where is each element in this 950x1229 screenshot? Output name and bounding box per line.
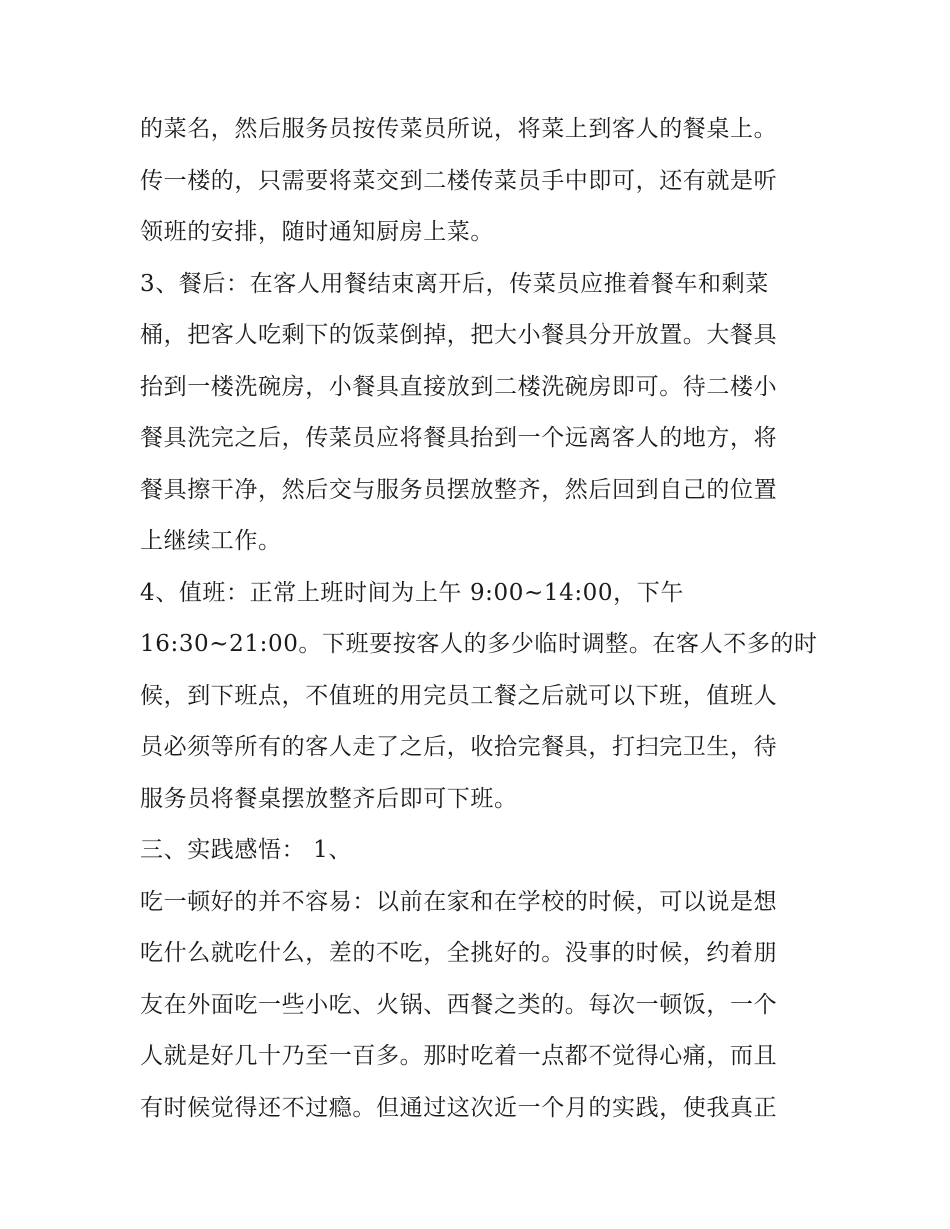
text-line: 抬到一楼洗碗房，小餐具直接放到二楼洗碗房即可。待二楼小 — [140, 373, 778, 400]
text-line: 友在外面吃一些小吃、火锅、西餐之类的。每次一顿饭，一个 — [140, 991, 778, 1018]
text-line: 3、餐后：在客人用餐结束离开后，传菜员应推着餐车和剩菜 — [140, 270, 769, 297]
text-line: 餐具洗完之后，传菜员应将餐具抬到一个远离客人的地方，将 — [140, 425, 778, 451]
text-line: 人就是好几十乃至一百多。那时吃着一点都不觉得心痛，而且 — [140, 1043, 778, 1069]
text-line: 16:30~21:00。下班要按客人的多少临时调整。在客人不多的时 — [140, 631, 818, 657]
section-heading: 三、实践感悟： 1、 — [140, 837, 352, 863]
text-line: 员必须等所有的客人走了之后，收拾完餐具，打扫完卫生，待 — [140, 734, 778, 760]
text-line: 服务员将餐桌摆放整齐后即可下班。 — [140, 785, 518, 812]
document-body — [140, 104, 820, 1134]
text-line: 传一楼的，只需要将菜交到二楼传菜员手中即可，还有就是听 — [140, 167, 778, 194]
text-line: 桶，把客人吃剩下的饭菜倒掉，把大小餐具分开放置。大餐具 — [140, 322, 778, 348]
text-line: 吃什么就吃什么，差的不吃，全挑好的。没事的时候，约着朋 — [140, 940, 778, 966]
text-line: 候，到下班点，不值班的用完员工餐之后就可以下班，值班人 — [140, 682, 778, 709]
text-line: 有时候觉得还不过瘾。但通过这次近一个月的实践，使我真正 — [140, 1094, 778, 1121]
text-line: 餐具擦干净，然后交与服务员摆放整齐，然后回到自己的位置 — [140, 476, 778, 503]
text-line: 领班的安排，随时通知厨房上菜。 — [140, 219, 494, 245]
text-line: 的菜名，然后服务员按传菜员所说，将菜上到客人的餐桌上。 — [140, 116, 778, 142]
text-line: 上继续工作。 — [140, 528, 282, 554]
text-line: 4、值班：正常上班时间为上午 9:00~14:00，下午 — [140, 579, 684, 606]
text-line: 吃一顿好的并不容易：以前在家和在学校的时候，可以说是想 — [140, 888, 778, 915]
